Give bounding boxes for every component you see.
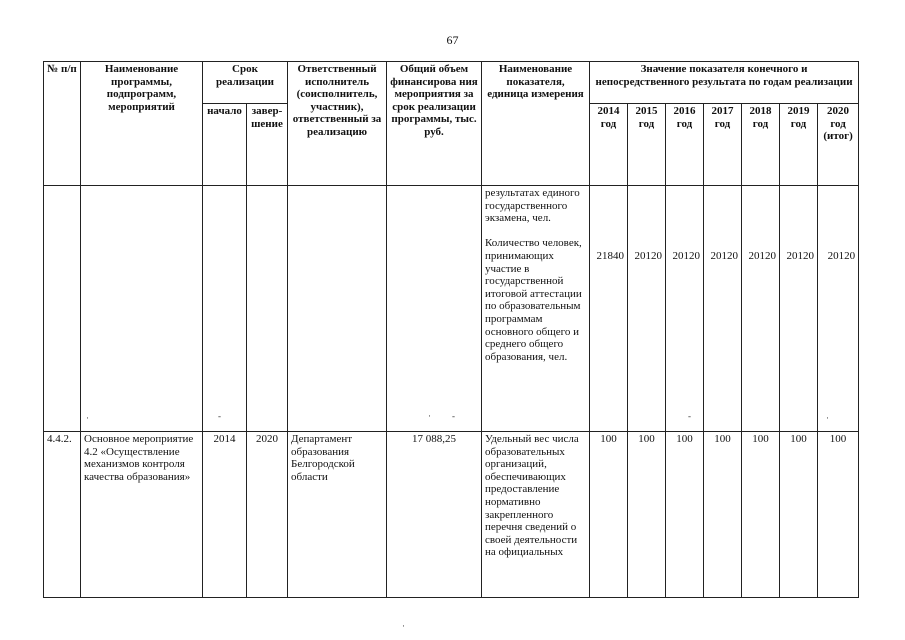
scan-speck: - bbox=[218, 411, 221, 421]
row-finance: 17 088,25 bbox=[387, 432, 482, 598]
header-year-2019: 2019 год bbox=[780, 104, 818, 186]
header-finance: Общий объем финансирова ния мероприятия за срок реализации программы, тыс. руб. bbox=[387, 62, 482, 186]
scan-speck: - bbox=[688, 411, 691, 421]
header-end: завер-шение bbox=[247, 104, 288, 186]
header-values-title: Значение показателя конечного и непосредственного результата по годам реализации bbox=[590, 62, 859, 104]
header-executor: Ответственный исполнитель (соисполнитель, участник), ответственный за реализацию bbox=[288, 62, 387, 186]
header-indicator: Наименование показателя, единица измерения bbox=[482, 62, 590, 186]
cont-end bbox=[247, 186, 288, 432]
row-value-2017: 100 bbox=[704, 432, 742, 598]
cont-value-2016: 20120 bbox=[666, 186, 704, 432]
header-year-2020: 2020 год (итог) bbox=[818, 104, 859, 186]
table-row-4-4-2 bbox=[44, 432, 859, 598]
indicator-text-1: результатах единого государственного экзамена, чел. bbox=[485, 187, 580, 225]
scan-speck: · bbox=[428, 411, 431, 421]
row-start: 2014 bbox=[203, 432, 247, 598]
cont-name bbox=[81, 186, 203, 432]
header-year-2015: 2015 год bbox=[628, 104, 666, 186]
row-indicator: Удельный вес числа образовательных организаций, обеспечивающих предоставление нормативно закрепленного перечня сведений о своей деятельности на официальных bbox=[482, 432, 590, 598]
cont-executor bbox=[288, 186, 387, 432]
indicator-text-2: Количество человек, принимающих участие в государственной итоговой аттестации по образовательным программам основного общего и среднего общего образования, чел. bbox=[485, 237, 582, 363]
header-year-2017: 2017 год bbox=[704, 104, 742, 186]
cont-start bbox=[203, 186, 247, 432]
scan-speck: - bbox=[452, 411, 455, 421]
cont-value-2015: 20120 bbox=[628, 186, 666, 432]
header-year-2016: 2016 год bbox=[666, 104, 704, 186]
row-value-2019: 100 bbox=[780, 432, 818, 598]
cont-value-2017: 20120 bbox=[704, 186, 742, 432]
cont-value-2014: 21840 bbox=[590, 186, 628, 432]
cont-value-2018: 20120 bbox=[742, 186, 780, 432]
row-value-2020: 100 bbox=[818, 432, 859, 598]
scan-speck: · bbox=[826, 413, 829, 423]
row-value-2016: 100 bbox=[666, 432, 704, 598]
row-executor: Департамент образования Белгородской области bbox=[288, 432, 387, 598]
header-start: начало bbox=[203, 104, 247, 186]
cont-num bbox=[44, 186, 81, 432]
row-value-2018: 100 bbox=[742, 432, 780, 598]
scan-speck: · bbox=[86, 413, 89, 423]
scan-speck: · bbox=[402, 621, 405, 631]
header-num: № п/п bbox=[44, 62, 81, 186]
header-name: Наименование программы, подпрограмм, мероприятий bbox=[81, 62, 203, 186]
header-row-1 bbox=[44, 62, 859, 104]
program-table bbox=[43, 61, 859, 598]
header-period: Срок реализации bbox=[203, 62, 288, 104]
cont-indicator bbox=[482, 186, 590, 432]
page-number: 67 bbox=[446, 33, 459, 47]
cont-value-2020: 20120 bbox=[818, 186, 859, 432]
row-name: Основное мероприятие 4.2 «Осуществление механизмов контроля качества образования» bbox=[81, 432, 203, 598]
row-end: 2020 bbox=[247, 432, 288, 598]
header-year-2018: 2018 год bbox=[742, 104, 780, 186]
cont-finance bbox=[387, 186, 482, 432]
cont-value-2019: 20120 bbox=[780, 186, 818, 432]
row-value-2015: 100 bbox=[628, 432, 666, 598]
table-row-continuation bbox=[44, 186, 859, 432]
row-num: 4.4.2. bbox=[44, 432, 81, 598]
header-year-2014: 2014 год bbox=[590, 104, 628, 186]
row-value-2014: 100 bbox=[590, 432, 628, 598]
